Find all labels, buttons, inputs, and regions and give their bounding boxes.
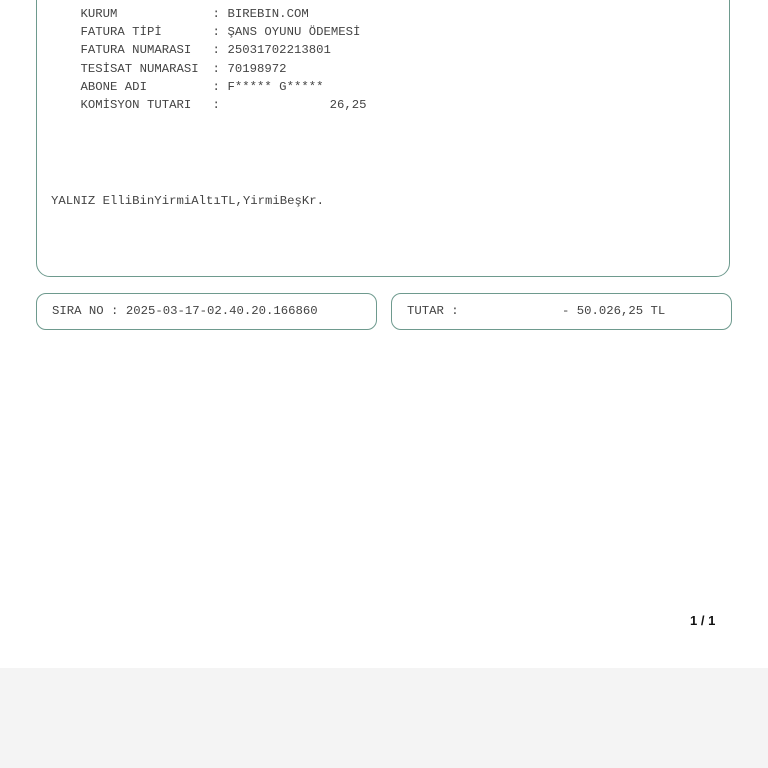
sira-no-label: SIRA NO :	[52, 304, 119, 318]
field-value: 70198972	[227, 62, 287, 76]
field-value: BIREBIN.COM	[227, 7, 309, 21]
field-label: KURUM	[80, 7, 118, 21]
field-komisyon-tutari	[51, 84, 367, 126]
field-label: KOMİSYON TUTARI	[80, 98, 192, 112]
field-label: FATURA NUMARASI	[80, 43, 192, 57]
field-separator: :	[212, 25, 220, 39]
tutar-box	[391, 293, 732, 330]
field-label: FATURA TİPİ	[80, 25, 162, 39]
field-label: TESİSAT NUMARASI	[80, 62, 199, 76]
field-separator: :	[212, 43, 220, 57]
field-value: 25031702213801	[227, 43, 331, 57]
field-separator: :	[212, 62, 220, 76]
page-indicator: 1 / 1	[690, 613, 716, 628]
tutar-value: - 50.026,25 TL	[562, 304, 666, 318]
sira-no-text	[52, 304, 318, 318]
field-label: ABONE ADI	[80, 80, 147, 94]
sira-no-box	[36, 293, 377, 330]
tutar-label: TUTAR :	[407, 304, 459, 318]
field-separator: :	[212, 7, 220, 21]
field-separator: :	[212, 98, 220, 112]
sira-no-value: 2025-03-17-02.40.20.166860	[125, 304, 318, 318]
field-value: ŞANS OYUNU ÖDEMESİ	[227, 25, 361, 39]
field-value: F***** G*****	[227, 80, 324, 94]
field-separator: :	[212, 80, 220, 94]
field-value: 26,25	[329, 98, 367, 112]
amount-in-words: YALNIZ ElliBinYirmiAltıTL,YirmiBeşKr.	[51, 194, 325, 208]
